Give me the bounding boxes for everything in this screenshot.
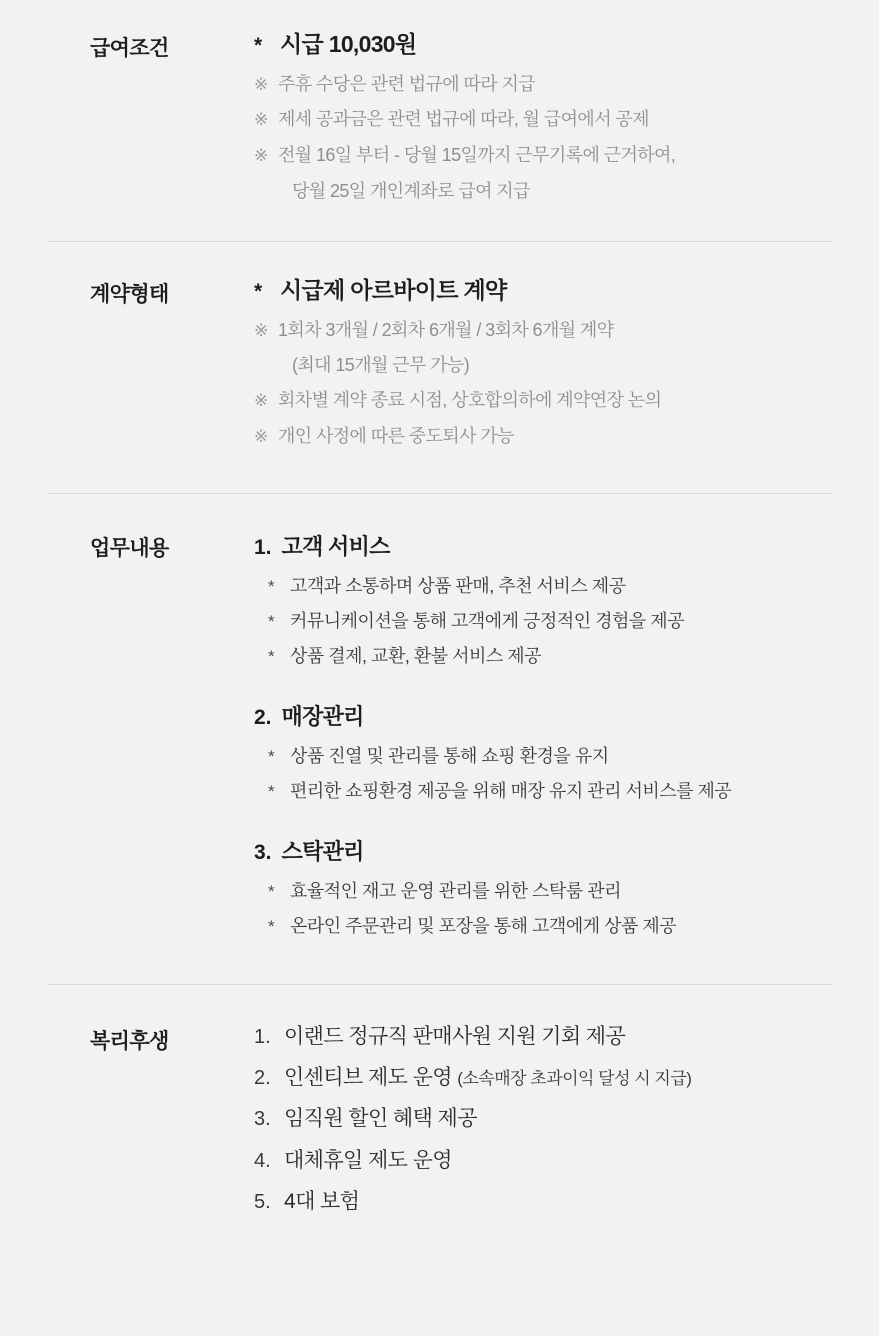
- task-group-heading: [254, 835, 831, 866]
- task-item: [254, 778, 831, 805]
- reference-mark-icon: ※: [254, 426, 269, 446]
- section-pay-label: 급여조건: [90, 37, 169, 60]
- task-group: [254, 835, 831, 940]
- benefit-text: [284, 1064, 691, 1092]
- contract-note-text: (최대 15개월 근무 가능): [292, 355, 470, 376]
- asterisk-icon: *: [268, 746, 275, 766]
- asterisk-icon: *: [268, 646, 275, 666]
- section-pay: [0, 0, 879, 241]
- contract-headline-row: [254, 276, 831, 305]
- task-group: [254, 530, 831, 670]
- reference-mark-icon: ※: [254, 391, 269, 411]
- section-contract-label-col: [48, 276, 208, 308]
- task-group: [254, 700, 831, 805]
- pay-note: [254, 142, 831, 169]
- asterisk-icon: *: [268, 881, 275, 901]
- benefit-main-text: 임직원 할인 혜택 제공: [284, 1107, 477, 1131]
- asterisk-icon: *: [268, 916, 275, 936]
- section-benefits-content: [208, 1023, 831, 1230]
- section-benefits-label-col: [48, 1023, 208, 1055]
- benefit-main-text: 4대 보험: [284, 1189, 360, 1213]
- task-group-heading: [254, 530, 831, 561]
- benefit-item: [254, 1023, 831, 1051]
- benefit-item: [254, 1105, 831, 1133]
- benefit-number: 1.: [254, 1025, 271, 1048]
- section-duties-label: 업무내용: [90, 536, 169, 560]
- contract-note: [254, 387, 831, 414]
- benefit-text: [284, 1105, 477, 1133]
- contract-note-text: 1회차 3개월 / 2회차 6개월 / 3회차 6개월 계약: [278, 319, 614, 340]
- asterisk-icon: *: [268, 781, 275, 801]
- benefit-text: [284, 1147, 452, 1175]
- asterisk-icon: *: [254, 279, 263, 303]
- benefit-main-text: 인센티브 제도 운영: [284, 1065, 458, 1089]
- task-item-text: 온라인 주문관리 및 포장을 통해 고객에게 상품 제공: [290, 915, 677, 936]
- task-item: [254, 743, 831, 770]
- benefit-text: [284, 1188, 359, 1216]
- task-item-text: 고객과 소통하며 상품 판매, 추천 서비스 제공: [290, 575, 626, 596]
- section-duties-content: [208, 530, 831, 948]
- benefit-main-text: 이랜드 정규직 판매사원 지원 기회 제공: [284, 1024, 626, 1048]
- benefit-note-text: (소속매장 초과이익 달성 시 지급): [457, 1068, 692, 1088]
- section-contract-label: 계약형태: [90, 282, 169, 306]
- task-item: [254, 608, 831, 635]
- section-duties-label-col: [48, 530, 208, 562]
- benefit-number: 3.: [254, 1108, 271, 1131]
- pay-headline: 시급 10,030원: [280, 31, 417, 57]
- task-item: [254, 643, 831, 670]
- section-contract: [0, 242, 879, 493]
- benefit-text: [284, 1023, 625, 1051]
- reference-mark-icon: ※: [254, 146, 269, 166]
- task-group-title: 매장관리: [281, 703, 364, 729]
- pay-note: [254, 71, 831, 98]
- contract-headline: 시급제 아르바이트 계약: [280, 276, 507, 303]
- task-group-number: 3.: [254, 840, 272, 864]
- pay-note-text: 당월 25일 개인계좌로 급여 지급: [292, 180, 530, 201]
- benefit-number: 5.: [254, 1190, 271, 1213]
- contract-note: [254, 352, 831, 378]
- pay-note-text: 주휴 수당은 관련 법규에 따라 지급: [278, 73, 536, 94]
- pay-note-text: 전월 16일 부터 - 당월 15일까지 근무기록에 근거하여,: [278, 145, 676, 166]
- pay-note: [254, 178, 831, 204]
- pay-headline-row: [254, 30, 831, 59]
- task-item: [254, 878, 831, 905]
- benefit-number: 4.: [254, 1149, 271, 1172]
- asterisk-icon: *: [254, 34, 263, 57]
- task-item-text: 커뮤니케이션을 통해 고객에게 긍정적인 경험을 제공: [290, 610, 685, 631]
- task-group-heading: [254, 700, 831, 731]
- section-pay-label-col: [48, 30, 208, 62]
- reference-mark-icon: ※: [254, 320, 269, 340]
- task-item: [254, 573, 831, 600]
- asterisk-icon: *: [268, 611, 275, 631]
- task-group-title: 스탁관리: [281, 838, 364, 864]
- contract-note: [254, 423, 831, 450]
- benefit-item: [254, 1147, 831, 1175]
- asterisk-icon: *: [268, 576, 275, 596]
- contract-note: [254, 317, 831, 344]
- benefit-item: [254, 1064, 831, 1092]
- reference-mark-icon: ※: [254, 74, 269, 94]
- task-item-text: 상품 결제, 교환, 환불 서비스 제공: [290, 645, 542, 666]
- task-group-number: 1.: [254, 535, 272, 559]
- contract-note-text: 개인 사정에 따른 중도퇴사 가능: [278, 425, 514, 446]
- section-benefits: [0, 985, 879, 1270]
- task-item-text: 상품 진열 및 관리를 통해 쇼핑 환경을 유지: [290, 745, 609, 766]
- section-pay-content: [208, 30, 831, 213]
- task-group-title: 고객 서비스: [281, 533, 390, 559]
- task-item: [254, 913, 831, 940]
- benefit-main-text: 대체휴일 제도 운영: [284, 1148, 452, 1172]
- section-contract-content: [208, 276, 831, 459]
- benefit-number: 2.: [254, 1066, 271, 1089]
- contract-note-text: 회차별 계약 종료 시점, 상호합의하에 계약연장 논의: [278, 390, 662, 411]
- section-duties: [0, 494, 879, 984]
- task-item-text: 편리한 쇼핑환경 제공을 위해 매장 유지 관리 서비스를 제공: [290, 780, 732, 801]
- section-benefits-label: 복리후생: [90, 1029, 169, 1053]
- task-group-number: 2.: [254, 705, 272, 729]
- task-item-text: 효율적인 재고 운영 관리를 위한 스탁룸 관리: [290, 880, 621, 901]
- pay-note: [254, 106, 831, 133]
- reference-mark-icon: ※: [254, 110, 269, 130]
- pay-note-text: 제세 공과금은 관련 법규에 따라, 월 급여에서 공제: [278, 109, 649, 130]
- benefit-item: [254, 1188, 831, 1216]
